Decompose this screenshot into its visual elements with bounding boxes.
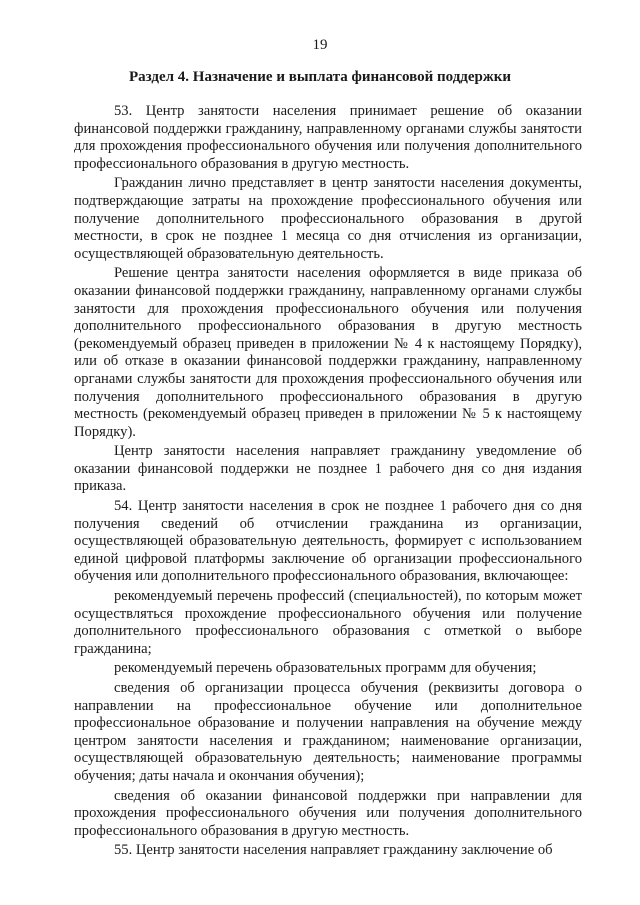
paragraph-54: 54. Центр занятости населения в срок не позднее 1 рабочего дня со дня получения сведений об отчислении гражданина из организации, осуществляющей образовательную деятельность, формирует с использованием единой цифровой платформы заключение об организации профессионального обучения или дополнительного профессионального образования, включающее: (74, 498, 582, 585)
paragraph-55: 55. Центр занятости населения направляет гражданину заключение об (114, 842, 553, 859)
paragraph-documents: Гражданин лично представляет в центр занятости населения документы, подтверждающие затраты на прохождение профессионального обучения или получение дополнительного профессионального образования в другой местности, в срок не позднее 1 месяца со дня отчисления из организации, осуществляющей образовательную деятельность. (74, 175, 582, 262)
document-body (74, 103, 582, 860)
paragraph-notification: Центр занятости населения направляет гражданину уведомление об оказании финансовой поддержки не позднее 1 рабочего дня со дня издания приказа. (74, 443, 582, 495)
paragraph-53: 53. Центр занятости населения принимает решение об оказании финансовой поддержки гражданину, направленному органами службы занятости для прохождения профессионального обучения или получения дополнительного профессионального образования в другую местность. (74, 103, 582, 172)
page-number: 19 (312, 37, 328, 53)
list-item-professions: рекомендуемый перечень профессий (специальностей), по которым может осуществляться прохождение профессионального обучения или получение дополнительного профессионального образования с отметкой о выборе гражданина; (74, 588, 582, 657)
section-title: Раздел 4. Назначение и выплата финансовой поддержки (128, 69, 512, 85)
paragraph-order: Решение центра занятости населения оформляется в виде приказа об оказании финансовой поддержки гражданину, направленному органами службы занятости для прохождения профессионального обучения или получения дополнительного профессионального образования в другую местность (рекомендуемый образец приведен в приложении № 4 к настоящему Порядку), или об отказе в оказании финансовой поддержки гражданину, направленному органами службы занятости для прохождения профессионального обучения или получения дополнительного профессионального образования в другую местность (рекомендуемый образец приведен в приложении № 5 к настоящему Порядку). (74, 265, 582, 440)
list-item-training-process: сведения об организации процесса обучения (реквизиты договора о направлении на профессиональное обучение или дополнительное профессиональное образование и получении направления на обучение между центром занятости населения и гражданином; наименование организации, осуществляющей образовательную деятельность; наименование программы обучения; даты начала и окончания обучения); (74, 680, 582, 784)
list-item-financial-support: сведения об оказании финансовой поддержки при направлении для прохождения профессионального обучения или получения дополнительного профессионального образования в другую местность. (74, 787, 582, 839)
list-item-programs: рекомендуемый перечень образовательных программ для обучения; (114, 660, 537, 677)
